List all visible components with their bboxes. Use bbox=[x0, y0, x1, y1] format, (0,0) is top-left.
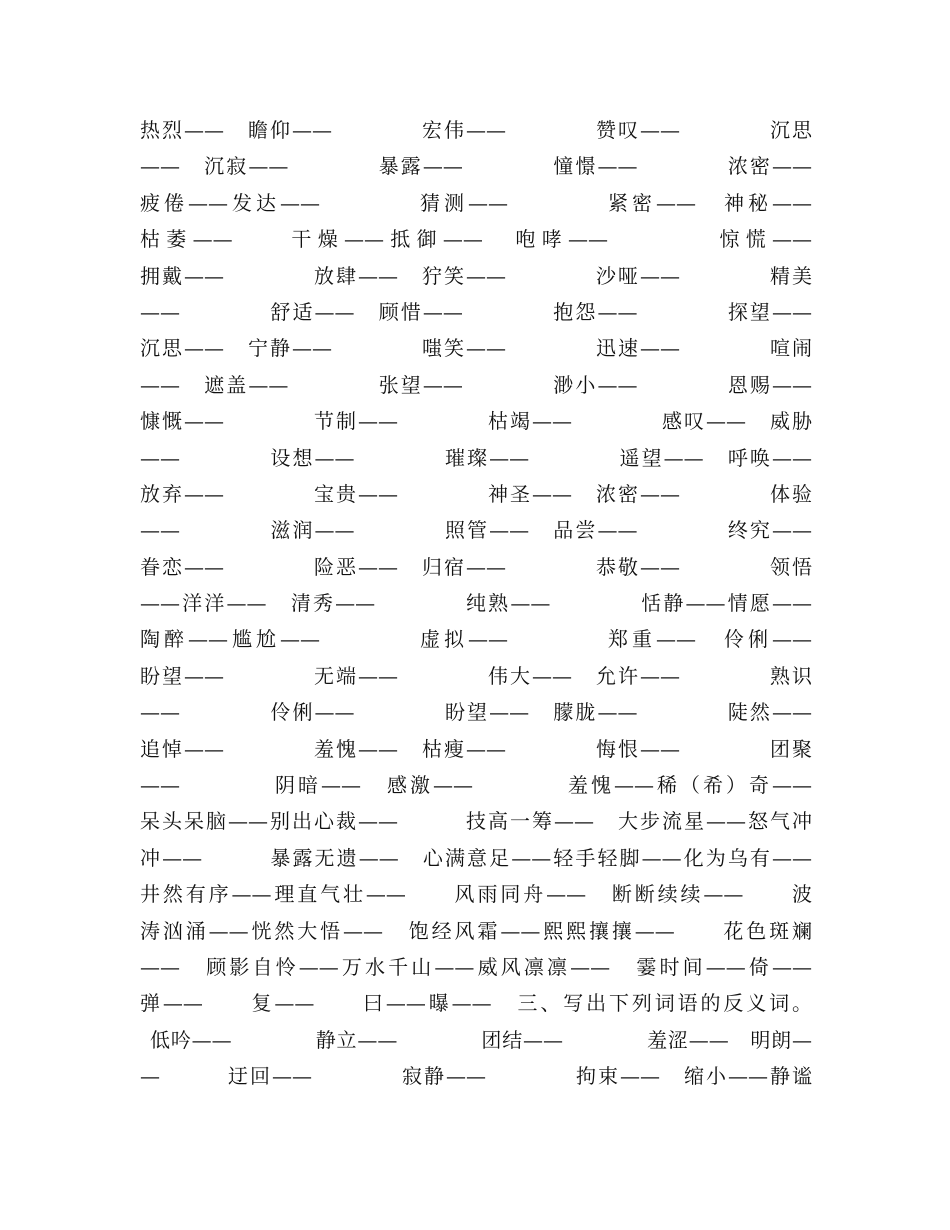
text-line: 放弃—— 宝贵—— 神圣—— 浓密—— 体验 bbox=[140, 481, 812, 506]
text-line: 冲—— 暴露无遗—— 心满意足——轻手轻脚——化为乌有—— bbox=[140, 845, 812, 870]
text-line: 弹—— 复—— 曰——曝—— 三、写出下列词语的反义词。 bbox=[140, 991, 812, 1016]
text-line: 盼望—— 无端—— 伟大—— 允许—— 熟识 bbox=[140, 663, 812, 688]
text-line: 沉思—— 宁静—— 嗤笑—— 迅速—— 喧闹 bbox=[140, 336, 812, 361]
text-line: 拥戴—— 放肆—— 狞笑—— 沙哑—— 精美 bbox=[140, 263, 812, 288]
text-line: 热烈—— 瞻仰—— 宏伟—— 赞叹—— 沉思 bbox=[140, 118, 812, 142]
text-line: 枯萎—— 干燥——抵御—— 咆哮—— 惊慌—— bbox=[140, 227, 812, 252]
text-line: 低吟—— 静立—— 团结—— 羞涩—— 明朗— bbox=[150, 1027, 812, 1052]
text-line: 涛汹涌——恍然大悟—— 饱经风霜——熙熙攘攘—— 花色斑斓 bbox=[140, 918, 812, 943]
text-line: —— 设想—— 璀璨—— 遥望—— 呼唤—— bbox=[140, 445, 812, 470]
text-line: 井然有序——理直气壮—— 风雨同舟—— 断断续续—— 波 bbox=[140, 882, 812, 907]
text-line: —— 顾影自怜——万水千山——威风凛凛—— 霎时间——倚—— bbox=[140, 954, 812, 979]
text-line: —— 沉寂—— 暴露—— 憧憬—— 浓密—— bbox=[140, 154, 812, 179]
text-line: ——洋洋—— 清秀—— 纯熟—— 恬静——情愿—— bbox=[140, 591, 812, 616]
text-line: —— 遮盖—— 张望—— 渺小—— 恩赐—— bbox=[140, 372, 812, 397]
vocabulary-exercise-text bbox=[140, 112, 812, 1095]
text-line: —— 滋润—— 照管—— 品尝—— 终究—— bbox=[140, 518, 812, 543]
text-line: — 迂回—— 寂静—— 拘束—— 缩小——静谧 bbox=[140, 1064, 812, 1089]
text-line: —— 阴暗—— 感激—— 羞愧——稀（希）奇—— bbox=[140, 773, 812, 798]
text-line: 陶醉——尴尬—— 虚拟—— 郑重—— 伶俐—— bbox=[140, 627, 812, 652]
text-line: 眷恋—— 险恶—— 归宿—— 恭敬—— 领悟 bbox=[140, 554, 812, 579]
text-line: 追悼—— 羞愧—— 枯瘦—— 悔恨—— 团聚 bbox=[140, 736, 812, 761]
text-line: 慷慨—— 节制—— 枯竭—— 感叹—— 威胁 bbox=[140, 409, 812, 434]
text-line: 疲倦——发达—— 猜测—— 紧密—— 神秘—— bbox=[140, 190, 812, 215]
text-line: 呆头呆脑——别出心裁—— 技高一筹—— 大步流星——怒气冲 bbox=[140, 809, 812, 834]
text-line: —— 舒适—— 顾惜—— 抱怨—— 探望—— bbox=[140, 299, 812, 324]
text-line: —— 伶俐—— 盼望—— 朦胧—— 陡然—— bbox=[140, 700, 812, 725]
